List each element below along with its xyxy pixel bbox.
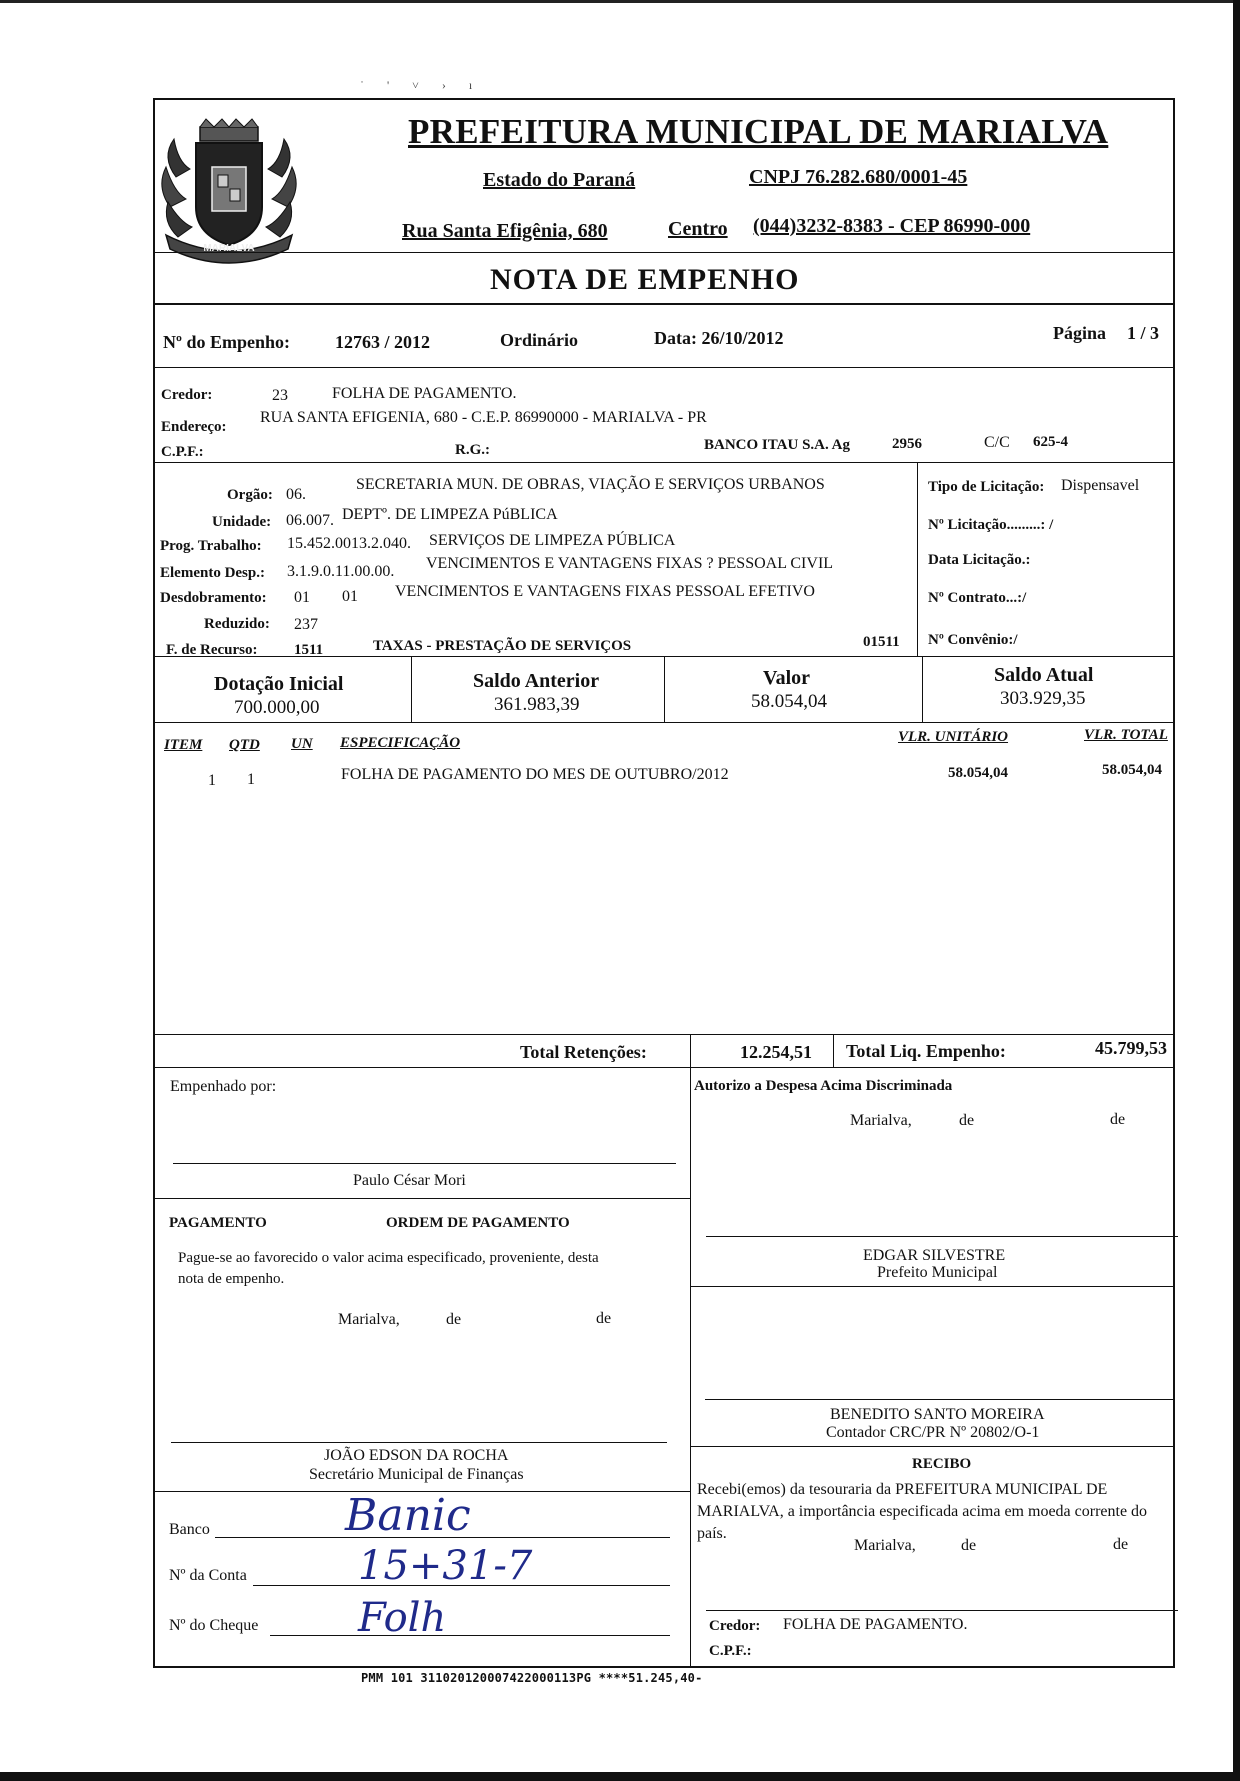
autorizo-de-2: de: [1110, 1111, 1126, 1128]
recibo-credor-label: Credor:: [709, 1618, 761, 1634]
credor-label: Credor:: [161, 387, 213, 403]
page-label: Página: [1053, 323, 1107, 343]
orgao-code: 06.: [286, 486, 306, 503]
banco-label: Banco: [169, 1521, 210, 1538]
page-number: 1 / 3: [1127, 323, 1160, 343]
pagamento-label: PAGAMENTO: [169, 1215, 267, 1231]
data-licitacao: Data Licitação.:: [928, 552, 1031, 568]
retencoes-value: 12.254,51: [740, 1042, 812, 1062]
col-unit-value: VLR. UNITÁRIO: [898, 729, 1009, 745]
retencoes-label: Total Retenções:: [520, 1042, 647, 1062]
empenhado-label: Empenhado por:: [170, 1078, 277, 1095]
prog-name: SERVIÇOS DE LIMPEZA PÚBLICA: [429, 532, 676, 549]
elem-label: Elemento Desp.:: [160, 565, 265, 581]
banco-handwritten: Banic: [345, 1490, 471, 1541]
cnpj: CNPJ 76.282.680/0001-45: [749, 166, 968, 188]
bank-agency: 2956: [892, 436, 922, 452]
tipo-licitacao-label: Tipo de Licitação:: [928, 479, 1045, 495]
row-item: 1: [208, 772, 216, 789]
orgao-label: Orgão:: [227, 487, 273, 503]
saldo-anterior-value: 361.983,39: [494, 694, 580, 715]
liquido-label: Total Liq. Empenho:: [846, 1041, 1006, 1061]
row-spec: FOLHA DE PAGAMENTO DO MES DE OUTUBRO/2012: [341, 766, 729, 783]
empenho-kind: Ordinário: [500, 330, 579, 350]
elem-code: 3.1.9.0.11.00.00.: [287, 563, 395, 580]
saldo-anterior-label: Saldo Anterior: [473, 670, 600, 692]
recurso-label: F. de Recurso:: [166, 642, 258, 658]
state-name: Estado do Paraná: [483, 169, 636, 191]
credor-code: 23: [272, 387, 288, 404]
recibo-title: RECIBO: [912, 1456, 972, 1472]
secretario-name: JOÃO EDSON DA ROCHA: [324, 1447, 509, 1464]
contador-title: Contador CRC/PR Nº 20802/O-1: [826, 1424, 1040, 1441]
pague-de-2: de: [596, 1310, 612, 1327]
coat-of-arms-icon: [156, 117, 302, 265]
row-unit-value: 58.054,04: [948, 765, 1008, 781]
saldo-atual-label: Saldo Atual: [994, 664, 1094, 686]
reduzido-value: 237: [294, 616, 318, 633]
empenhado-name: Paulo César Mori: [353, 1172, 466, 1189]
recurso-code: 1511: [294, 642, 324, 658]
unidade-code: 06.007.: [286, 512, 334, 529]
prog-label: Prog. Trabalho:: [160, 538, 262, 554]
col-item: ITEM: [164, 737, 203, 753]
reduzido-label: Reduzido:: [204, 616, 270, 632]
row-qtd: 1: [247, 771, 255, 788]
elem-name: VENCIMENTOS E VANTAGENS FIXAS ? PESSOAL CIVIL: [426, 555, 834, 572]
phone-cep: (044)3232-8383 - CEP 86990-000: [753, 215, 1031, 237]
cheque-handwritten: Folh: [358, 1595, 447, 1641]
valor-value: 58.054,04: [751, 691, 827, 712]
row-total-value: 58.054,04: [1102, 762, 1162, 778]
ordem-pagamento-label: ORDEM DE PAGAMENTO: [386, 1215, 570, 1231]
recibo-text-3: país.: [697, 1525, 727, 1542]
svg-text:MARIALVA: MARIALVA: [203, 243, 255, 254]
scan-specks: ˙ ' ˅ › ı: [360, 78, 483, 92]
recibo-de-2: de: [1113, 1536, 1129, 1553]
contador-name: BENEDITO SANTO MOREIRA: [830, 1406, 1045, 1423]
recibo-city: Marialva,: [854, 1537, 916, 1554]
col-qtd: QTD: [229, 737, 260, 753]
prog-code: 15.452.0013.2.040.: [287, 535, 411, 552]
dotacao-label: Dotação Inicial: [214, 673, 344, 695]
secretario-title: Secretário Municipal de Finanças: [309, 1466, 524, 1483]
credor-address: RUA SANTA EFIGENIA, 680 - C.E.P. 86990000 - MARIALVA - PR: [260, 409, 707, 426]
pague-city: Marialva,: [338, 1311, 400, 1328]
unidade-label: Unidade:: [212, 514, 272, 530]
pague-text-1: Pague-se ao favorecido o valor acima especificado, proveniente, desta: [178, 1250, 599, 1266]
recibo-text-1: Recebi(emos) da tesouraria da PREFEITURA MUNICIPAL DE: [697, 1481, 1108, 1498]
conta-label: Nº da Conta: [169, 1567, 247, 1584]
prefeito-title: Prefeito Municipal: [877, 1264, 998, 1281]
cc-number: 625-4: [1033, 434, 1068, 450]
autorizo-city: Marialva,: [850, 1112, 912, 1129]
tipo-licitacao-value: Dispensavel: [1061, 477, 1140, 494]
desd-code-1: 01: [294, 589, 310, 606]
recibo-text-2: MARIALVA, a importância especificada acima em moeda corrente do: [697, 1503, 1148, 1520]
empenho-date: Data: 26/10/2012: [654, 328, 784, 348]
recurso-code-2: 01511: [863, 634, 900, 650]
desd-code-2: 01: [342, 588, 358, 605]
empenho-number: 12763 / 2012: [335, 332, 431, 352]
autorizo-text: Autorizo a Despesa Acima Discriminada: [694, 1078, 953, 1094]
street-address: Rua Santa Efigênia, 680: [402, 220, 608, 242]
document-type: NOTA DE EMPENHO: [490, 263, 800, 296]
recibo-de-1: de: [961, 1537, 977, 1554]
desd-name: VENCIMENTOS E VANTAGENS FIXAS PESSOAL EFETIVO: [395, 583, 815, 600]
rg-label: R.G.:: [455, 442, 490, 458]
saldo-atual-value: 303.929,35: [1000, 688, 1086, 709]
cc-label: C/C: [984, 434, 1010, 451]
convenio-number: Nº Convênio:/: [928, 632, 1018, 648]
liquido-value: 45.799,53: [1095, 1038, 1167, 1058]
cpf-label: C.P.F.:: [161, 444, 204, 460]
pague-text-2: nota de empenho.: [178, 1271, 285, 1287]
footer-auth-code: PMM 101 311020120007422000113PG ****51.245,40-: [361, 1671, 703, 1685]
recibo-cpf-label: C.P.F.:: [709, 1643, 752, 1659]
contrato-number: Nº Contrato...:/: [928, 590, 1027, 606]
recibo-credor-value: FOLHA DE PAGAMENTO.: [783, 1616, 968, 1633]
page-title: PREFEITURA MUNICIPAL DE MARIALVA: [408, 112, 1109, 151]
licitacao-number: Nº Licitação.........: /: [928, 517, 1054, 533]
col-spec: ESPECIFICAÇÃO: [340, 735, 461, 751]
autorizo-de-1: de: [959, 1112, 975, 1129]
district: Centro: [668, 218, 728, 240]
col-total-value: VLR. TOTAL: [1084, 727, 1168, 743]
dotacao-value: 700.000,00: [234, 697, 320, 718]
desd-label: Desdobramento:: [160, 590, 267, 606]
bank-name: BANCO ITAU S.A. Ag: [704, 437, 850, 453]
pague-de-1: de: [446, 1311, 462, 1328]
credor-name: FOLHA DE PAGAMENTO.: [332, 385, 517, 402]
orgao-name: SECRETARIA MUN. DE OBRAS, VIAÇÃO E SERVIÇOS URBANOS: [356, 476, 825, 493]
col-un: UN: [291, 736, 313, 752]
empenho-label: Nº do Empenho:: [163, 332, 290, 352]
address-label: Endereço:: [161, 419, 227, 435]
cheque-label: Nº do Cheque: [169, 1617, 259, 1634]
prefeito-name: EDGAR SILVESTRE: [863, 1247, 1006, 1264]
unidade-name: DEPTº. DE LIMPEZA PúBLICA: [342, 506, 558, 523]
recurso-name: TAXAS - PRESTAÇÃO DE SERVIÇOS: [373, 638, 632, 654]
valor-label: Valor: [763, 667, 811, 689]
conta-handwritten: 15+31-7: [358, 1543, 533, 1589]
